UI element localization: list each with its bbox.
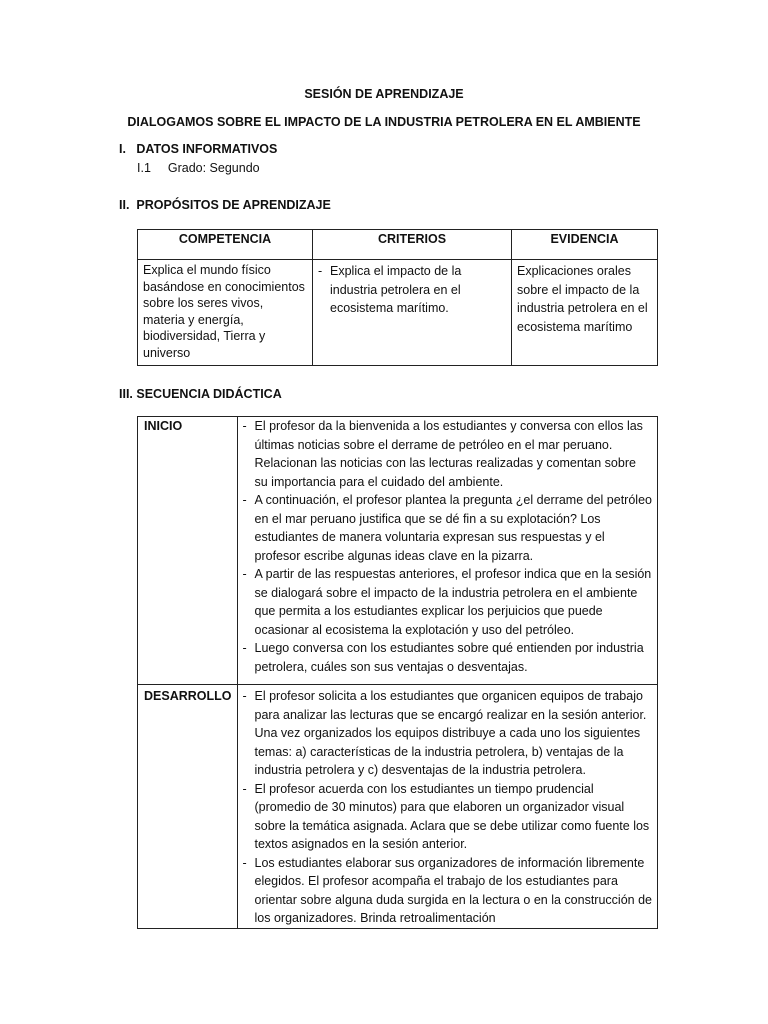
- bullet-dash: -: [242, 781, 247, 796]
- list-item-text: El profesor da la bienvenida a los estudiantes y conversa con ellos las últimas noticias sobre el derrame de petróleo en el mar peruano. Relacionan las noticias con las lecturas realizadas y comentan sobre su importancia para el cuidado del ambiente.: [254, 419, 643, 489]
- header-criterios: CRITERIOS: [313, 230, 512, 260]
- grade-label: Grado: Segundo: [167, 161, 260, 175]
- list-item-text: El profesor solicita a los estudiantes que organicen equipos de trabajo para analizar las lecturas que se encargó realizar en la sesión anterior. Una vez organizados los equipos distribuye a cada uno los siguientes temas: a) características de la industria petrolera, b) ventajas de la industria petrolera y c) desventajas de la industria petrolera.: [254, 689, 647, 777]
- list-item-text: A continuación, el profesor plantea la pregunta ¿el derrame del petróleo en el mar peruano justifica que se dé fin a su explotación? Los estudiantes de manera voluntaria expresan sus respuestas y el profesor escribe algunas ideas clave en la pizarra.: [254, 493, 652, 563]
- grade-item: [137, 161, 260, 175]
- list-item: [243, 491, 653, 565]
- row-label-inicio: INICIO: [138, 417, 238, 685]
- bullet-dash: -: [242, 855, 247, 870]
- list-item-text: Luego conversa con los estudiantes sobre qué entienden por industria petrolera, cuáles son sus ventajas o desventajas.: [254, 641, 644, 674]
- criterio-text: Explica el impacto de la industria petrolera en el ecosistema marítimo.: [330, 264, 462, 315]
- evidencia-cell: Explicaciones orales sobre el impacto de la industria petrolera en el ecosistema marítimo: [512, 260, 658, 366]
- item-number: I.1: [137, 161, 151, 175]
- bullet-dash: -: [242, 641, 247, 655]
- row-label-desarrollo: DESARROLLO: [138, 685, 238, 929]
- document-title: SESIÓN DE APRENDIZAJE: [304, 87, 464, 101]
- bullet-dash: -: [242, 567, 247, 581]
- criterios-cell: [313, 260, 512, 366]
- list-item: [243, 687, 653, 780]
- header-evidencia: EVIDENCIA: [512, 230, 658, 260]
- bullet-dash: -: [242, 689, 247, 703]
- section-heading-secuencia: III. SECUENCIA DIDÁCTICA: [119, 387, 282, 401]
- list-item: [243, 565, 653, 639]
- list-item: [243, 417, 653, 491]
- sequence-table: [137, 416, 658, 929]
- session-subtitle: DIALOGAMOS SOBRE EL IMPACTO DE LA INDUSTRIA PETROLERA EN EL AMBIENTE: [127, 115, 641, 129]
- list-item-text: A partir de las respuestas anteriores, el profesor indica que en la sesión se dialogará sobre el impacto de la industria petrolera en el ambiente que permita a los estudiantes explicar los perjuicios que puede ocasionar al ecosistema la explotación y uso del petróleo.: [254, 567, 652, 637]
- bullet-dash: -: [242, 493, 247, 507]
- competencia-cell: Explica el mundo físico basándose en conocimientos sobre los seres vivos, materia y energía, biodiversidad, Tierra y universo: [138, 260, 313, 366]
- section-heading-propositos: II. PROPÓSITOS DE APRENDIZAJE: [119, 198, 331, 212]
- list-item: [243, 854, 653, 928]
- bullet-dash: -: [242, 419, 247, 433]
- list-item-text: El profesor acuerda con los estudiantes un tiempo prudencial (promedio de 30 minutos) para que elaboren un organizador visual sobre la temática asignada. Aclara que se debe utilizar como fuente los textos asignados en la sesión anterior.: [254, 781, 650, 851]
- bullet-dash: -: [318, 264, 323, 278]
- section-heading-datos: I. DATOS INFORMATIVOS: [119, 142, 278, 156]
- list-item: [243, 780, 653, 854]
- list-item-text: Los estudiantes elaborar sus organizadores de información libremente elegidos. El profesor acompaña el trabajo de los estudiantes para orientar sobre alguna duda surgida en la lectura o en la construcción de los organizadores. Brinda retroalimentación: [254, 855, 652, 925]
- purposes-table: [137, 229, 658, 366]
- desarrollo-content: [237, 685, 658, 929]
- header-competencia: COMPETENCIA: [138, 230, 313, 260]
- list-item: [243, 639, 653, 676]
- inicio-content: [237, 417, 658, 685]
